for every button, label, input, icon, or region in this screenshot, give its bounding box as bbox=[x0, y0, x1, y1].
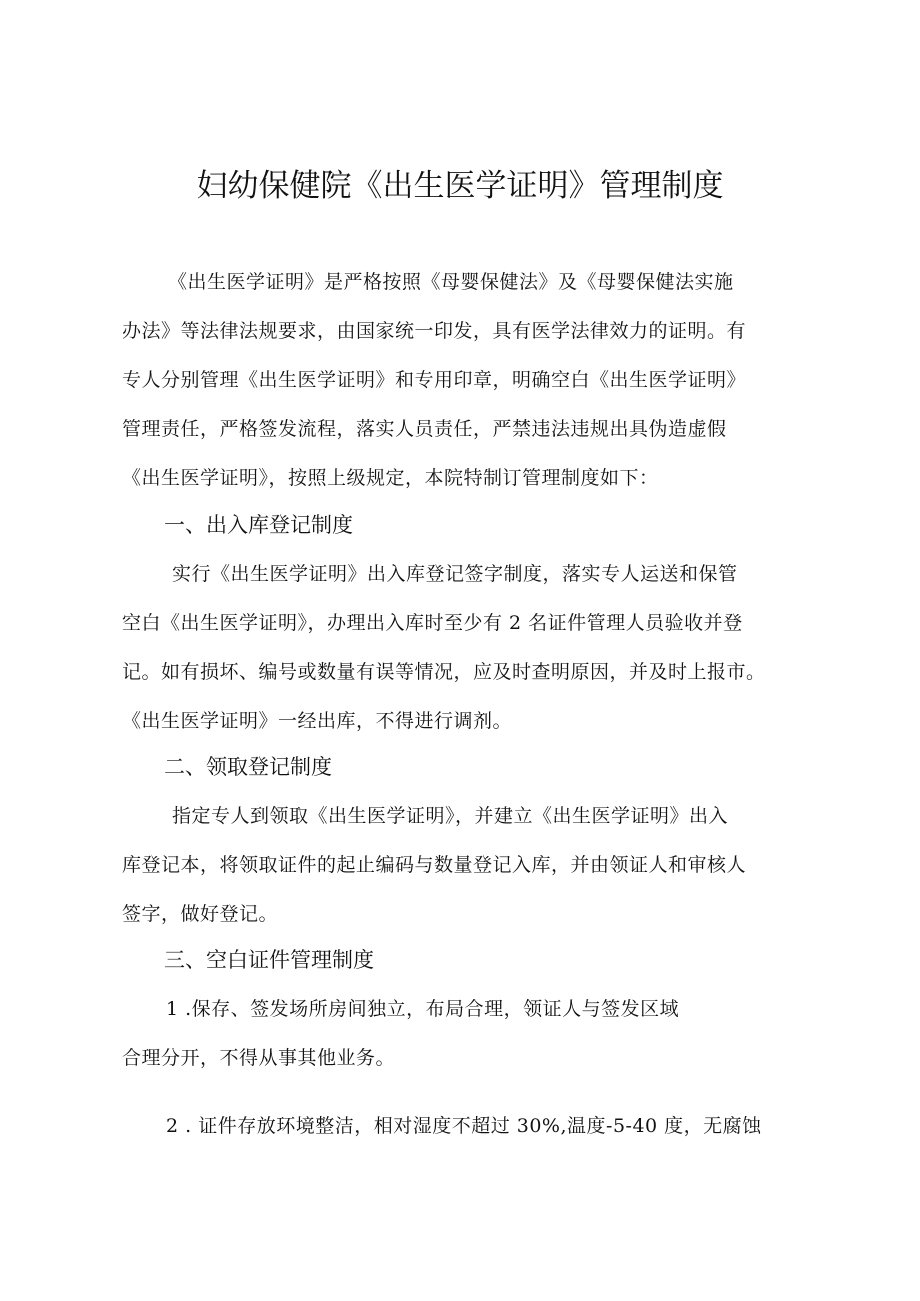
intro-line-2: 办法》等法律法规要求，由国家统一印发，具有医学法律效力的证明。有 bbox=[122, 320, 747, 342]
section-1-line-2: 空白《出生医学证明》，办理出入库时至少有 2 名证件管理人员验收并登 bbox=[122, 612, 743, 634]
section-heading-3: 三、空白证件管理制度 bbox=[164, 948, 374, 972]
intro-line-4: 管理责任，严格签发流程，落实人员责任，严禁违法违规出具伪造虚假 bbox=[122, 418, 727, 440]
intro-line-3: 专人分别管理《出生医学证明》和专用印章，明确空白《出生医学证明》 bbox=[122, 369, 747, 391]
intro-line-1: 《出生医学证明》是严格按照《母婴保健法》及《母婴保健法实施 bbox=[168, 271, 734, 293]
section-3-line-1: 1 .保存、签发场所房间独立，布局合理，领证人与签发区域 bbox=[166, 998, 680, 1020]
section-heading-2: 二、领取登记制度 bbox=[164, 755, 332, 779]
section-heading-1: 一、出入库登记制度 bbox=[164, 513, 353, 537]
section-2-line-3: 签字，做好登记。 bbox=[122, 903, 279, 925]
section-3-line-3: 2 . 证件存放环境整洁，相对湿度不超过 30%,温度-5-40 度，无腐蚀 bbox=[166, 1115, 762, 1137]
section-2-line-1: 指定专人到领取《出生医学证明》，并建立《出生医学证明》出入 bbox=[172, 805, 729, 827]
section-3-line-2: 合理分开，不得从事其他业务。 bbox=[122, 1047, 396, 1069]
section-1-line-4: 《出生医学证明》一经出库，不得进行调剂。 bbox=[122, 710, 513, 732]
document-title: 妇幼保健院《出生医学证明》管理制度 bbox=[196, 168, 724, 204]
section-1-line-1: 实行《出生医学证明》出入库登记签字制度，落实专人运送和保管 bbox=[172, 563, 738, 585]
section-2-line-2: 库登记本，将领取证件的起止编码与数量登记入库，并由领证人和审核人 bbox=[122, 854, 747, 876]
intro-line-5: 《出生医学证明》，按照上级规定，本院特制订管理制度如下： bbox=[122, 467, 659, 489]
section-1-line-3: 记。如有损坏、编号或数量有误等情况，应及时查明原因，并及时上报市。 bbox=[122, 661, 766, 683]
